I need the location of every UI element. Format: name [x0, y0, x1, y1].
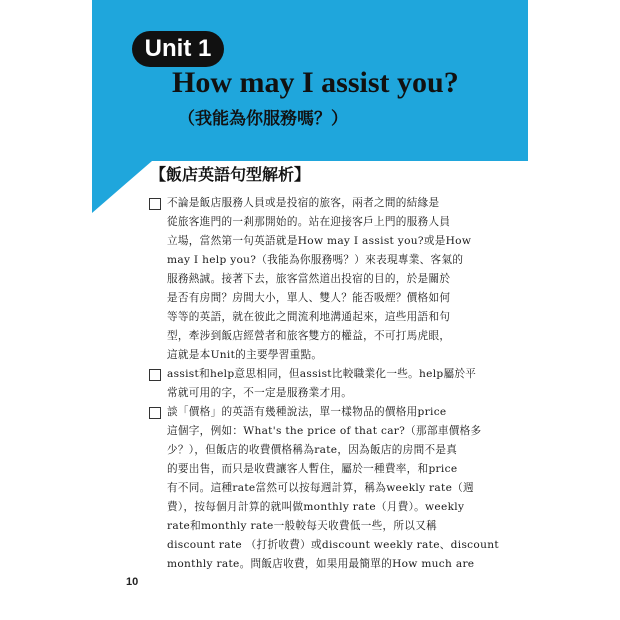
text-line: 這個字，例如：What's the price of that car?（那部車價格多: [167, 425, 482, 437]
header-banner-fold: [92, 161, 152, 213]
text-line: 費），按每個月計算的就叫做monthly rate（月費）。weekly: [167, 501, 465, 513]
text-line: rate和monthly rate一般較每天收費低一些，所以又稱: [167, 520, 437, 532]
list-item: [146, 194, 472, 365]
list-item: [146, 403, 499, 574]
text-line: 服務熱誠。接著下去，旅客當然道出投宿的目的，於是關於: [167, 273, 451, 285]
text-line: may I help you?（我能為你服務嗎？）來表現專業、客氣的: [167, 254, 464, 266]
text-line: 不論是飯店服務人員或是投宿的旅客，兩者之間的結緣是: [167, 197, 440, 209]
text-line: 有不同。這種rate當然可以按每週計算，稱為weekly rate（週: [167, 482, 474, 494]
checkbox-icon: [149, 369, 161, 381]
text-line: 這就是本Unit的主要學習重點。: [167, 349, 323, 361]
list-item: [146, 365, 477, 403]
paragraph: [167, 365, 476, 403]
text-line: monthly rate。問飯店收費，如果用最簡單的How much are: [167, 558, 475, 570]
text-line: 少？），但飯店的收費價格稱為rate，因為飯店的房間不是真: [167, 444, 458, 456]
checkbox-icon: [149, 407, 161, 419]
text-line: 談「價格」的英語有幾種說法，單一樣物品的價格用price: [167, 406, 447, 418]
checkbox-icon: [149, 198, 161, 210]
page-subtitle: （我能為你服務嗎？）: [178, 109, 348, 129]
text-line: 從旅客進門的一剎那開始的。站在迎接客戶上門的服務人員: [167, 216, 451, 228]
page-number: 10: [126, 576, 139, 588]
paragraph: [167, 194, 472, 365]
page-title: How may I assist you?: [172, 66, 459, 99]
text-line: 等等的英語，就在彼此之間流利地溝通起來，這些用語和句: [167, 311, 451, 323]
text-line: 的要出售，而只是收費讓客人暫住，屬於一種費率，和price: [167, 463, 458, 475]
section-heading: 【飯店英語句型解析】: [150, 165, 311, 184]
text-line: 型，牽涉到飯店經營者和旅客雙方的權益，不可打馬虎眼，: [167, 330, 451, 342]
text-line: discount rate （打折收費）或discount weekly rate、discount: [167, 539, 499, 551]
text-line: assist和help意思相同，但assist比較職業化一些。help屬於平: [167, 368, 477, 380]
text-line: 常就可用的字，不一定是服務業才用。: [167, 387, 353, 399]
content-body: [146, 194, 499, 574]
text-line: 是否有房間？房間大小，單人、雙人？能否吸煙？價格如何: [167, 292, 451, 304]
text-line: 立場，當然第一句英語就是How may I assist you?或是How: [167, 235, 472, 247]
unit-badge: Unit 1: [132, 31, 224, 67]
paragraph: [167, 403, 499, 574]
